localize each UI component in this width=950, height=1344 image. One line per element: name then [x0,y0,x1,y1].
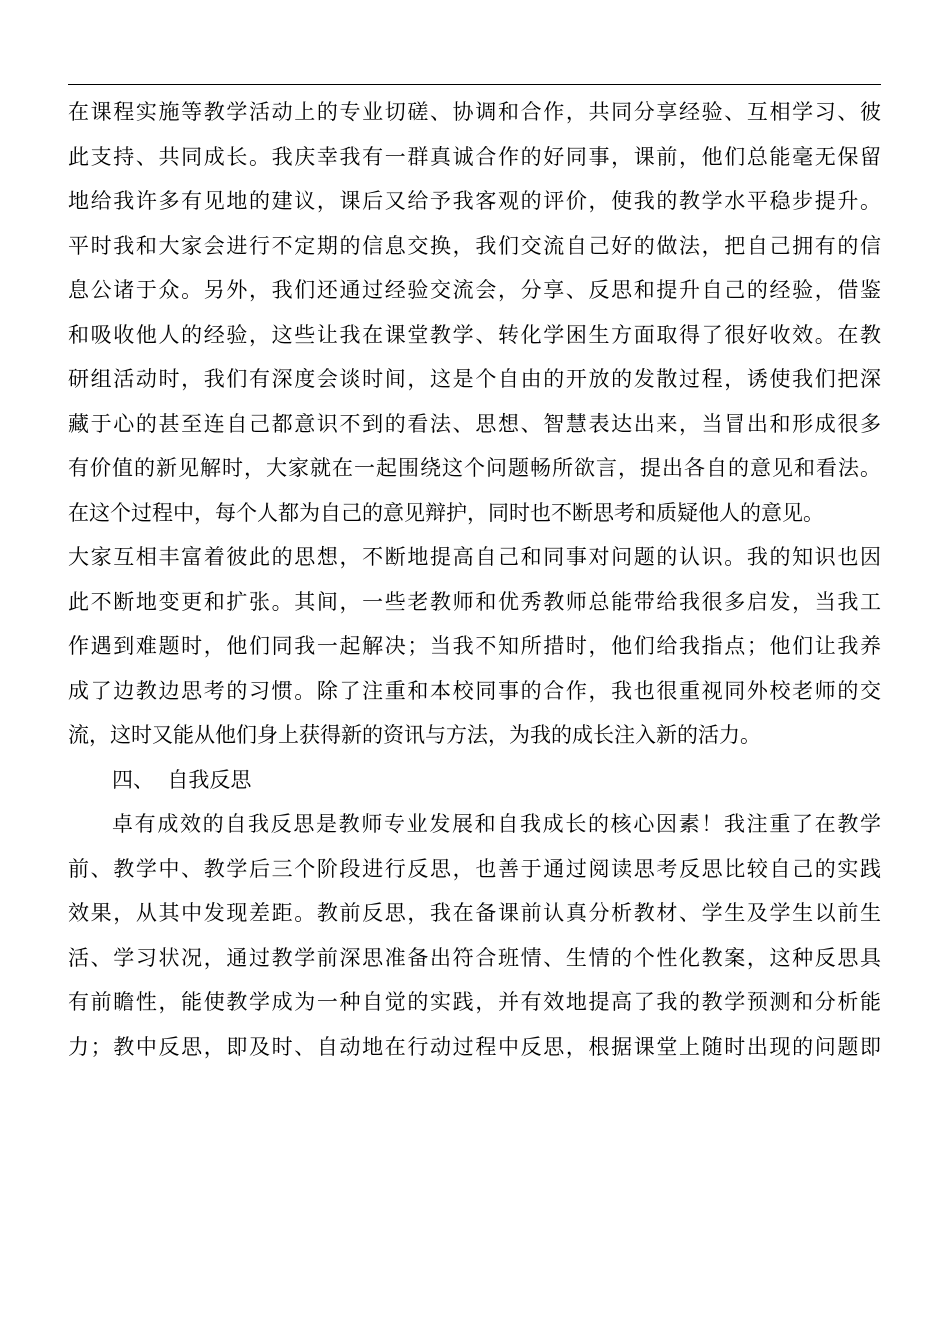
text-line: 效果，从其中发现差距。教前反思，我在备课前认真分析教材、学生及学生以前生 [68,901,881,925]
text-line: 研组活动时，我们有深度会谈时间，这是个自由的开放的发散过程，诱使我们把深 [68,367,881,391]
text-line: 在课程实施等教学活动上的专业切磋、协调和合作，共同分享经验、互相学习、彼 [68,100,881,124]
text-line: 此不断地变更和扩张。其间，一些老教师和优秀教师总能带给我很多启发，当我工 [68,589,881,614]
header-rule [68,84,881,85]
text-line: 有价值的新见解时，大家就在一起围绕这个问题畅所欲言，提出各自的意见和看法。 [68,456,881,480]
text-line: 息公诸于众。另外，我们还通过经验交流会，分享、反思和提升自己的经验，借鉴 [68,278,881,302]
text-line: 和吸收他人的经验，这些让我在课堂教学、转化学困生方面取得了很好收效。在教 [68,322,881,347]
text-line: 地给我许多有见地的建议，课后又给予我客观的评价，使我的教学水平稳步提升。 [68,189,881,213]
text-line: 力；教中反思，即及时、自动地在行动过程中反思，根据课堂上随时出现的问题即 [68,1034,881,1059]
text-line: 此支持、共同成长。我庆幸我有一群真诚合作的好同事，课前，他们总能毫无保留 [68,144,881,169]
text-line: 藏于心的甚至连自己都意识不到的看法、思想、智慧表达出来，当冒出和形成很多 [68,411,881,436]
text-line: 大家互相丰富着彼此的思想，不断地提高自己和同事对问题的认识。我的知识也因 [68,545,881,569]
text-line: 流，这时又能从他们身上获得新的资讯与方法，为我的成长注入新的活力。 [68,723,761,747]
body-text [68,90,888,1069]
section-heading: 四、 自我反思 [112,767,252,792]
text-line: 前、教学中、教学后三个阶段进行反思，也善于通过阅读思考反思比较自己的实践 [68,856,881,881]
text-line: 卓有成效的自我反思是教师专业发展和自我成长的核心因素！我注重了在教学 [112,812,881,836]
text-line: 成了边教边思考的习惯。除了注重和本校同事的合作，我也很重视同外校老师的交 [68,678,881,703]
text-line: 有前瞻性，能使教学成为一种自觉的实践，并有效地提高了我的教学预测和分析能 [68,990,881,1014]
text-line: 平时我和大家会进行不定期的信息交换，我们交流自己好的做法，把自己拥有的信 [68,233,881,258]
text-line: 在这个过程中，每个人都为自己的意见辩护，同时也不断思考和质疑他人的意见。 [68,500,824,525]
text-line: 活、学习状况，通过教学前深思准备出符合班情、生情的个性化教案，这种反思具 [68,945,881,970]
text-line: 作遇到难题时，他们同我一起解决；当我不知所措时，他们给我指点；他们让我养 [68,634,881,658]
